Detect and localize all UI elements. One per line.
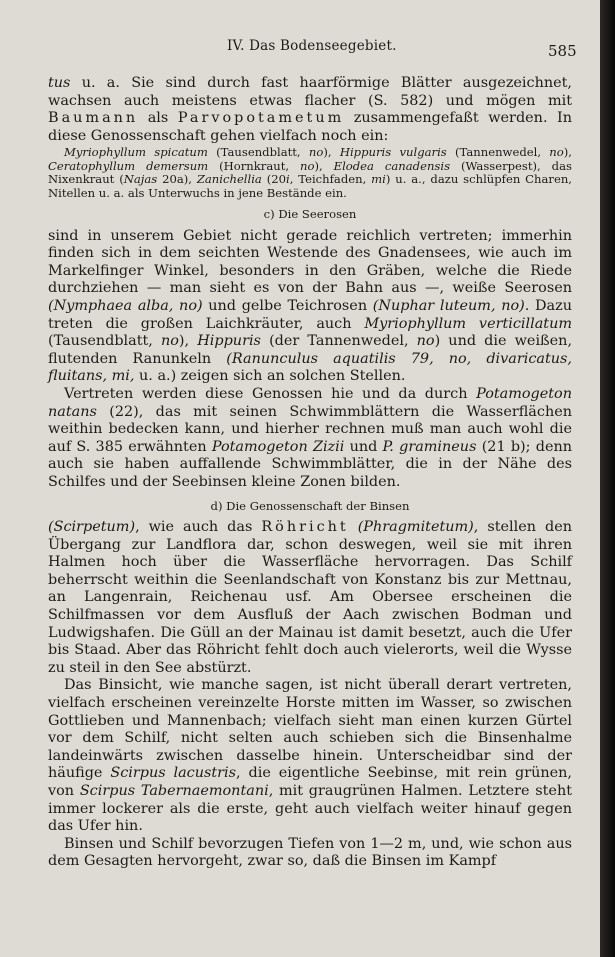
paragraph-tiefen: Binsen und Schilf bevorzugen Tiefen von 1—2 m, und, wie schon aus dem Gesagten hervorgeht, zwar so, daß die Binsen im Kampf	[48, 835, 572, 870]
page-number: 585	[548, 42, 577, 60]
paragraph-binsicht: Das Binsicht, wie manche sagen, ist nicht überall derart vertreten, vielfach erscheinen vereinzelte Horste mitten im Wasser, so zwischen Gottlieben und Mannenbach; vielfach sieht man einen kurzen Gürtel vor dem Schilf, nicht selten auch schieben sich die Binsenhalme landeinwärts zwischen dasselbe hinein. Unterscheidbar sind der häufige Scirpus lacustris, die eigentliche Seebinse, mit rein grünen, von Scirpus Tabernaemontani, mit graugrünen Halmen. Letztere steht immer lockerer als die erste, geht auch vielfach weiter hinauf gegen das Ufer hin.	[48, 677, 573, 835]
section-heading-binsen: d) Die Genossenschaft der Binsen	[210, 498, 410, 513]
page-body	[48, 75, 572, 871]
paragraph-scirpetum: (Scirpetum), wie auch das Röhricht (Phragmitetum), stellen den Übergang zur Landflora dar, schon deswegen, weil sie mit ihren Halmen hoch über die Wasserfläche hervorragen. Das Schilf beherrscht weithin die Seenlandschaft von Konstanz bis zur Mettnau, an Langenrain, Reichenau usf. Am Obersee erscheinen die Schilfmassen vor dem Ausfluß der Aach zwischen Bodman und Ludwigshafen. Die Güll an der Mainau ist damit besetzt, auch die Ufer bis Staad. Aber das Röhricht fehlt doch auch vielerorts, weil die Wysse zu steil in den See abstürzt.	[48, 519, 572, 676]
paragraph-species-list: Myriophyllum spicatum (Tausendblatt, no), Hippuris vulgaris (Tannenwedel, no), Ceratophyllum demersum (Hornkraut, no), Elodea canadensis (Wasserpest), das Nixenkraut (Najas 20a), Zanichellia (20i, Teichfaden, mi) u. a., dazu schlüpfen Charen, Nitellen u. a. als Unterwuchs in jene Bestände ein.	[48, 145, 572, 200]
running-head: IV. Das Bodenseegebiet.	[227, 38, 397, 54]
paragraph-parvopotametum: tus u. a. Sie sind durch fast haarförmige Blätter ausgezeichnet, wachsen auch meistens etwas flacher (S. 582) und mögen mit Baumann als Parvopotametum zusammengefaßt werden. In diese Genossenschaft gehen vielfach noch ein:	[48, 75, 573, 144]
book-spine-shadow	[600, 0, 615, 957]
paragraph-potamogeton: Vertreten werden diese Genossen hie und da durch Potamogeton natans (22), das mit seinen Schwimmblättern die Wasserflächen weithin bedecken kann, und hierher rechnen muß man auch wohl die auf S. 385 erwähnten Potamogeton Zizii und P. gramineus (21 b); denn auch sie haben auffallende Schwimmblätter, die in der Nähe des Schilfes und der Seebinsen kleine Zonen bilden.	[48, 385, 572, 490]
paragraph-seerosen: sind in unserem Gebiet nicht gerade reichlich vertreten; immerhin finden sich in dem seichten Westende des Gnadensees, wie auch im Markelfinger Winkel, besonders in den Gräben, welche die Riede durchziehen — man sieht es von der Bahn aus —, weiße Seerosen (Nymphaea alba, no) und gelbe Teichrosen (Nuphar luteum, no). Dazu treten die großen Laichkräuter, auch Myriophyllum verticillatum (Tausendblatt, no), Hippuris (der Tannenwedel, no) und die weißen, flutenden Ranunkeln (Ranunculus aquatilis 79, no, divaricatus, fluitans, mi, u. a.) zeigen sich an solchen Stellen.	[48, 227, 573, 385]
page-header	[0, 38, 600, 62]
section-heading-seerosen: c) Die Seerosen	[263, 207, 357, 221]
